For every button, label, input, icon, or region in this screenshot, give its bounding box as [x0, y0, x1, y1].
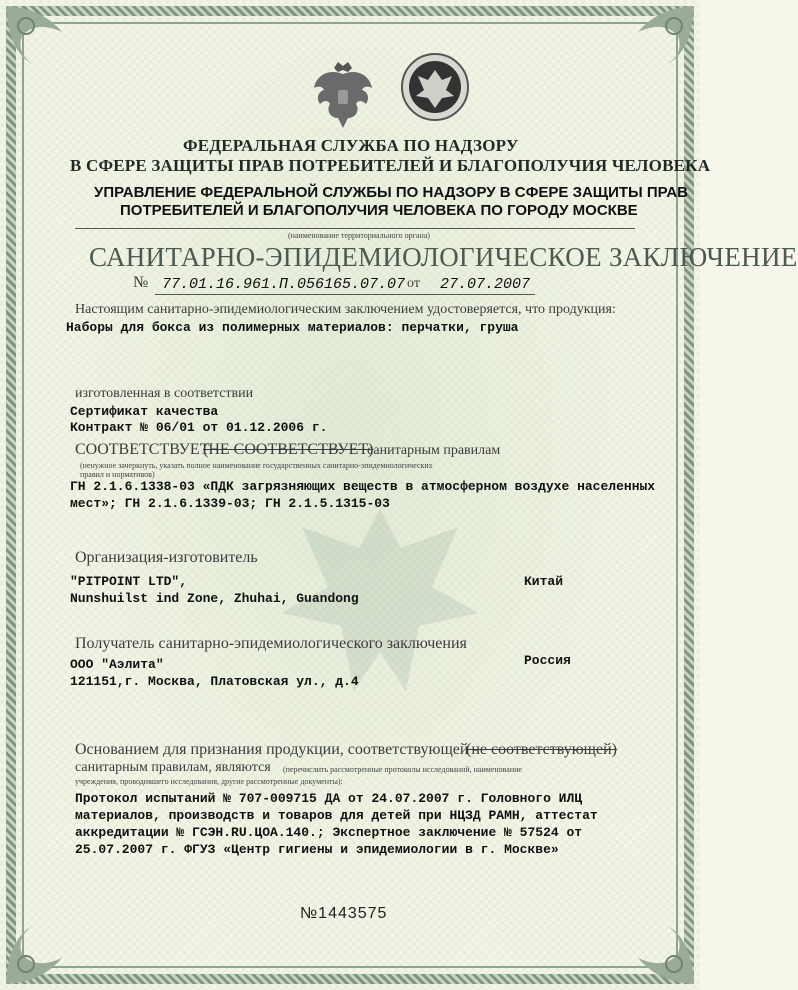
agency-title-line1: ФЕДЕРАЛЬНАЯ СЛУЖБА ПО НАДЗОРУ [183, 136, 519, 155]
agency-title-line2: В СФЕРЕ ЗАЩИТЫ ПРАВ ПОТРЕБИТЕЛЕЙ И БЛАГОПОЛУЧИЯ ЧЕЛОВЕКА [70, 156, 711, 175]
basis-text4: 25.07.2007 г. ФГУЗ «Центр гигиены и эпидемиологии в г. Москве» [75, 842, 559, 857]
basis-note-inline: (перечислить рассмотренные протоколы исследований, наименование [283, 765, 522, 774]
number-underline [155, 294, 535, 295]
department-line1: УПРАВЛЕНИЕ ФЕДЕРАЛЬНОЙ СЛУЖБЫ ПО НАДЗОРУ В СФЕРЕ ЗАЩИТЫ ПРАВ [94, 184, 689, 201]
number-prefix: № [133, 274, 149, 291]
recipient-address: 121151,г. Москва, Платовская ул., д.4 [70, 674, 359, 689]
corner-ornament [2, 918, 72, 988]
compliance-text1: ГН 2.1.6.1338-03 «ПДК загрязняющих веществ в атмосферном воздухе населенных [70, 479, 656, 494]
recipient-country: Россия [524, 653, 571, 668]
basis-label-part1: Основанием для признания продукции, соответствующей [75, 741, 469, 758]
corner-ornament [628, 2, 698, 72]
form-serial-number: №1443575 [300, 905, 388, 922]
product-name: Наборы для бокса из полимерных материалов: перчатки, груша [66, 320, 519, 335]
basis-text2: материалов, производств и товаров для детей при НЦЗД РАМН, аттестат [75, 808, 598, 823]
conformity-label: изготовленная в соответствии [75, 386, 254, 401]
official-seal [400, 52, 470, 122]
basis-text1: Протокол испытаний № 707-009715 ДА от 24.07.2007 г. Головного ИЛЦ [75, 791, 583, 806]
conformity-line1: Сертификат качества [70, 404, 219, 419]
sanitary-rules-label: санитарным правилам [367, 443, 501, 458]
basis-text3: аккредитации № ГСЭН.RU.ЦОА.140.; Экспертное заключение № 57524 от [75, 825, 583, 840]
recipient-name: ООО "Аэлита" [70, 657, 164, 672]
basis-note2: учреждения, проводившего исследования, другие рассмотренные документы): [75, 777, 343, 786]
manufacturer-address: Nunshuilst ind Zone, Zhuhai, Guandong [70, 591, 359, 606]
recipient-label: Получатель санитарно-эпидемиологического заключения [75, 635, 467, 652]
basis-label-struck: (не соответствующей) [466, 741, 617, 758]
product-intro: Настоящим санитарно-эпидемиологическим заключением удостоверяется, что продукция: [75, 302, 616, 317]
compliance-text2: мест»; ГН 2.1.6.1339-03; ГН 2.1.5.1315-03 [70, 496, 390, 511]
department-underline [75, 228, 635, 229]
date-from-label: от [407, 276, 420, 291]
manufacturer-label: Организация-изготовитель [75, 549, 258, 566]
department-caption: (наименование территориального органа) [288, 231, 430, 240]
manufacturer-name: "PITPOINT LTD", [70, 574, 188, 589]
corner-ornament [2, 2, 72, 72]
double-headed-eagle-emblem [308, 58, 378, 136]
certificate-date: 27.07.2007 [440, 276, 531, 293]
manufacturer-country: Китай [524, 574, 564, 589]
department-line2: ПОТРЕБИТЕЛЕЙ И БЛАГОПОЛУЧИЯ ЧЕЛОВЕКА ПО ГОРОДУ МОСКВЕ [120, 202, 638, 219]
not-complies-struck: (НЕ СООТВЕТСТВУЕТ) [203, 441, 374, 458]
document-title: САНИТАРНО-ЭПИДЕМИОЛОГИЧЕСКОЕ ЗАКЛЮЧЕНИЕ [89, 242, 798, 272]
certificate-number: 77.01.16.961.П.056165.07.07 [162, 276, 406, 293]
compliance-note2: правил и нормативов) [80, 470, 155, 479]
corner-ornament [628, 918, 698, 988]
conformity-line2: Контракт № 06/01 от 01.12.2006 г. [70, 420, 328, 435]
compliance-note1: (ненужное зачеркнуть, указать полное наименование государственных санитарно-эпидемиологических [80, 461, 433, 470]
basis-label-part2: санитарным правилам, являются [75, 760, 271, 775]
complies-status: СООТВЕТСТВУЕТ [75, 441, 210, 458]
